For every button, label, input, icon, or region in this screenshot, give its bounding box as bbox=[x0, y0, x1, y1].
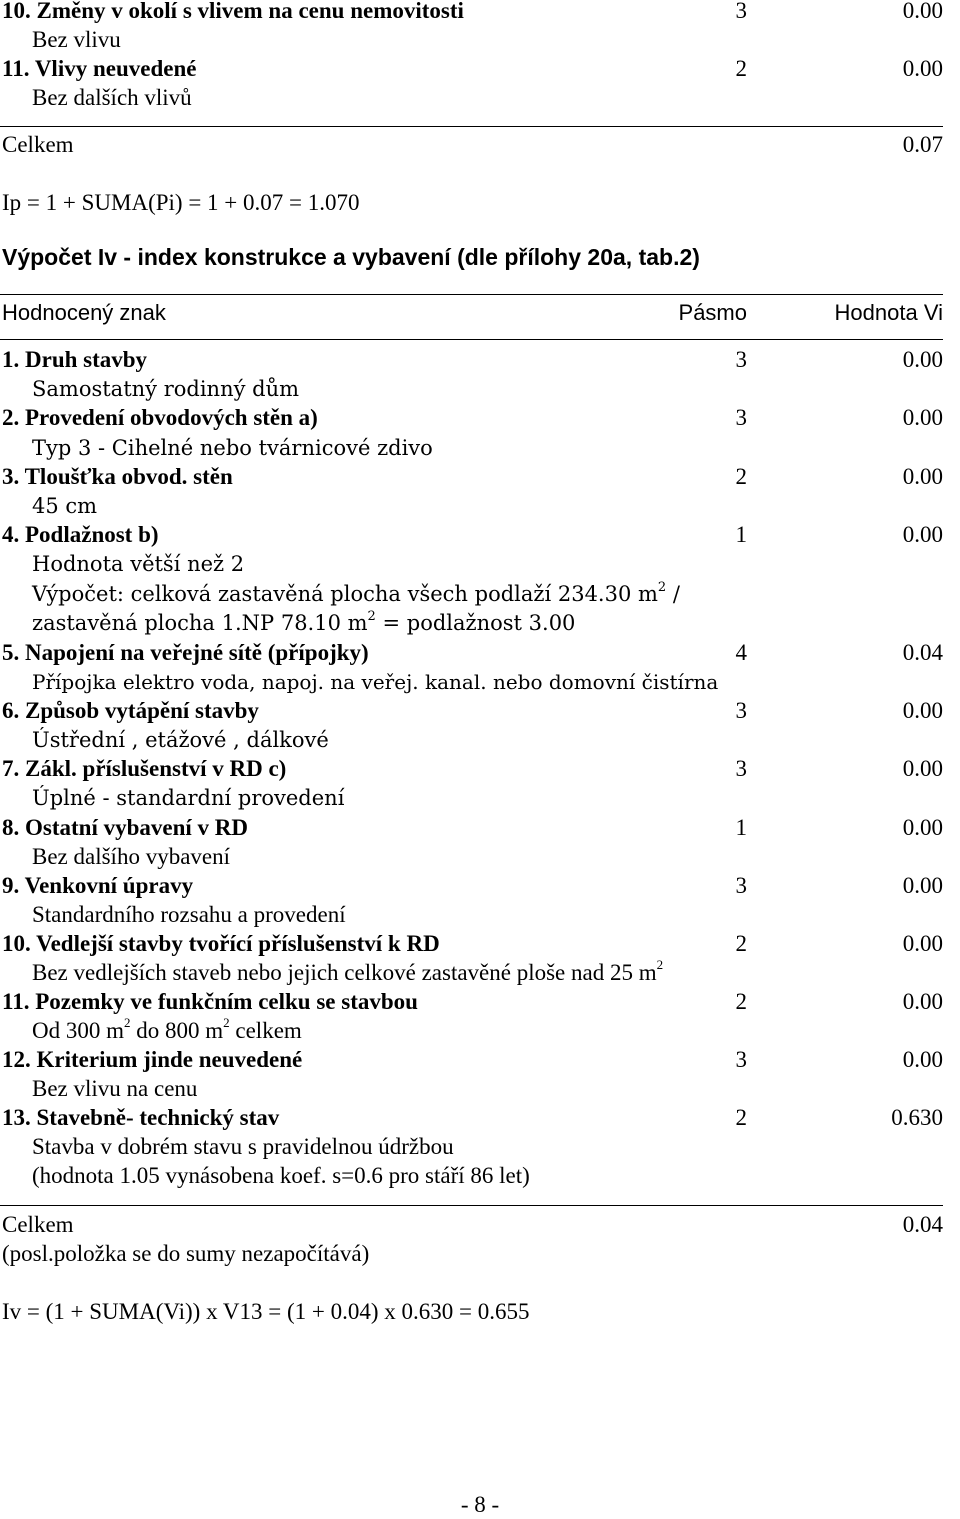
pi-item-11-desc: Bez dalších vlivů bbox=[32, 85, 192, 110]
item-desc: Standardního rozsahu a provedení bbox=[32, 902, 346, 927]
iv-item-11 bbox=[2, 988, 943, 1016]
superscript: 2 bbox=[124, 1015, 131, 1031]
total-label: Celkem bbox=[2, 132, 74, 157]
iv-item-5 bbox=[2, 639, 943, 667]
table-header bbox=[2, 299, 943, 327]
item-title: 8. Ostatní vybavení v RD bbox=[2, 815, 248, 840]
item-pasmo: 1 bbox=[735, 815, 747, 840]
item-desc: 45 cm bbox=[32, 494, 98, 518]
column-header-pasmo: Pásmo bbox=[678, 300, 747, 325]
item-pasmo: 3 bbox=[735, 873, 747, 898]
pi-item-10-desc: Bez vlivu bbox=[32, 27, 121, 52]
calc-text: / bbox=[666, 582, 680, 606]
desc-text: Od 300 m bbox=[32, 1018, 124, 1043]
item-pasmo: 3 bbox=[735, 756, 747, 781]
item-value: 0.00 bbox=[902, 815, 943, 840]
item-value: 0.00 bbox=[902, 347, 943, 372]
item-title: 12. Kriterium jinde neuvedené bbox=[2, 1047, 303, 1072]
item-title: 3. Tloušťka obvod. stěn bbox=[2, 464, 233, 489]
item-value: 0.00 bbox=[902, 0, 943, 23]
superscript: 2 bbox=[223, 1015, 230, 1031]
item-desc: Bez vlivu na cenu bbox=[32, 1076, 198, 1101]
section-heading: Výpočet Iv - index konstrukce a vybavení (dle přílohy 20a, tab.2) bbox=[2, 244, 700, 270]
iv-item-10 bbox=[2, 930, 943, 958]
item-desc: Stavba v dobrém stavu s pravidelnou údržbou bbox=[32, 1134, 454, 1159]
item-title: 5. Napojení na veřejné sítě (přípojky) bbox=[2, 640, 369, 665]
superscript: 2 bbox=[656, 957, 664, 973]
desc-text: Bez vedlejších staveb nebo jejich celkové zastavěné ploše nad 25 m bbox=[32, 960, 657, 985]
item-title: 9. Venkovní úpravy bbox=[2, 873, 194, 898]
iv-formula: Iv = (1 + SUMA(Vi)) x V13 = (1 + 0.04) x 0.630 = 0.655 bbox=[2, 1299, 530, 1324]
item-pasmo: 2 bbox=[735, 464, 747, 489]
item-desc: Typ 3 - Cihelné nebo tvárnicové zdivo bbox=[32, 436, 433, 460]
divider bbox=[0, 1205, 943, 1206]
pi-item-11 bbox=[2, 55, 943, 83]
item-pasmo: 4 bbox=[735, 640, 747, 665]
item-pasmo: 2 bbox=[735, 931, 747, 956]
item-value: 0.00 bbox=[902, 873, 943, 898]
item-value: 0.00 bbox=[902, 464, 943, 489]
item-title: 4. Podlažnost b) bbox=[2, 522, 159, 547]
superscript: 2 bbox=[657, 580, 667, 595]
item-title: 10. Změny v okolí s vlivem na cenu nemovitosti bbox=[2, 0, 464, 23]
calc-text: = podlažnost 3.00 bbox=[375, 611, 576, 635]
item-title: 7. Zákl. příslušenství v RD c) bbox=[2, 756, 287, 781]
item-desc: Samostatný rodinný dům bbox=[32, 377, 300, 401]
iv-item-9 bbox=[2, 872, 943, 900]
item-value: 0.00 bbox=[902, 931, 943, 956]
item-pasmo: 2 bbox=[735, 989, 747, 1014]
item-desc: Ústřední , etážové , dálkové bbox=[32, 728, 329, 752]
item-desc: Hodnota větší než 2 bbox=[32, 552, 245, 576]
item-title: 11. Pozemky ve funkčním celku se stavbou bbox=[2, 989, 418, 1014]
pi-item-10 bbox=[2, 0, 943, 25]
item-title: 2. Provedení obvodových stěn a) bbox=[2, 405, 318, 430]
iv-item-7 bbox=[2, 755, 943, 783]
ip-formula: Ip = 1 + SUMA(Pi) = 1 + 0.07 = 1.070 bbox=[2, 190, 360, 215]
item-pasmo: 3 bbox=[735, 1047, 747, 1072]
item-value: 0.00 bbox=[902, 405, 943, 430]
item-desc: Bez dalšího vybavení bbox=[32, 844, 231, 869]
item-value: 0.00 bbox=[902, 522, 943, 547]
iv-total bbox=[2, 1211, 943, 1239]
desc-text: celkem bbox=[229, 1018, 302, 1043]
divider bbox=[0, 339, 943, 340]
item-pasmo: 2 bbox=[735, 56, 747, 81]
item-value: 0.00 bbox=[902, 756, 943, 781]
item-title: 13. Stavebně- technický stav bbox=[2, 1105, 280, 1130]
item-desc-note: (hodnota 1.05 vynásobena koef. s=0.6 pro stáří 86 let) bbox=[32, 1163, 530, 1188]
iv-item-6 bbox=[2, 697, 943, 725]
divider bbox=[0, 126, 943, 127]
item-title: 6. Způsob vytápění stavby bbox=[2, 698, 259, 723]
page-number: - 8 - bbox=[460, 1492, 500, 1517]
item-pasmo: 3 bbox=[735, 405, 747, 430]
item-value: 0.00 bbox=[902, 56, 943, 81]
item-pasmo: 3 bbox=[735, 347, 747, 372]
divider bbox=[0, 294, 943, 295]
item-value: 0.00 bbox=[902, 698, 943, 723]
item-value: 0.00 bbox=[902, 989, 943, 1014]
total-value: 0.07 bbox=[902, 132, 943, 157]
item-value: 0.630 bbox=[891, 1105, 943, 1130]
item-pasmo: 3 bbox=[735, 698, 747, 723]
item-calc-line bbox=[32, 580, 680, 608]
item-pasmo: 1 bbox=[735, 522, 747, 547]
item-pasmo: 3 bbox=[735, 0, 747, 23]
item-title: 10. Vedlejší stavby tvořící příslušenství k RD bbox=[2, 931, 440, 956]
item-value: 0.00 bbox=[902, 1047, 943, 1072]
item-desc bbox=[32, 1017, 302, 1045]
iv-item-8 bbox=[2, 814, 943, 842]
iv-item-2 bbox=[2, 404, 943, 432]
item-title: 1. Druh stavby bbox=[2, 347, 148, 372]
item-desc bbox=[32, 959, 663, 987]
iv-item-1 bbox=[2, 346, 943, 374]
iv-item-13 bbox=[2, 1104, 943, 1132]
iv-item-3 bbox=[2, 463, 943, 491]
calc-text: Výpočet: celková zastavěná plocha všech podlaží 234.30 m bbox=[32, 582, 658, 606]
iv-item-4 bbox=[2, 521, 943, 549]
column-header-hodnota: Hodnota Vi bbox=[834, 300, 943, 325]
item-title: 11. Vlivy neuvedené bbox=[2, 56, 197, 81]
pi-total bbox=[2, 131, 943, 159]
item-calc-line bbox=[32, 609, 575, 637]
desc-text: do 800 m bbox=[130, 1018, 224, 1043]
total-label: Celkem bbox=[2, 1212, 74, 1237]
column-header-znak: Hodnocený znak bbox=[2, 300, 166, 325]
calc-text: zastavěná plocha 1.NP 78.10 m bbox=[32, 611, 368, 635]
superscript: 2 bbox=[367, 609, 376, 624]
total-value: 0.04 bbox=[902, 1212, 943, 1237]
iv-item-12 bbox=[2, 1046, 943, 1074]
item-value: 0.04 bbox=[902, 640, 943, 665]
item-desc: Přípojka elektro voda, napoj. na veřej. kanal. nebo domovní čistírna bbox=[32, 670, 719, 694]
item-desc: Úplné - standardní provedení bbox=[32, 786, 345, 810]
item-pasmo: 2 bbox=[735, 1105, 747, 1130]
total-note: (posl.položka se do sumy nezapočítává) bbox=[2, 1241, 370, 1266]
